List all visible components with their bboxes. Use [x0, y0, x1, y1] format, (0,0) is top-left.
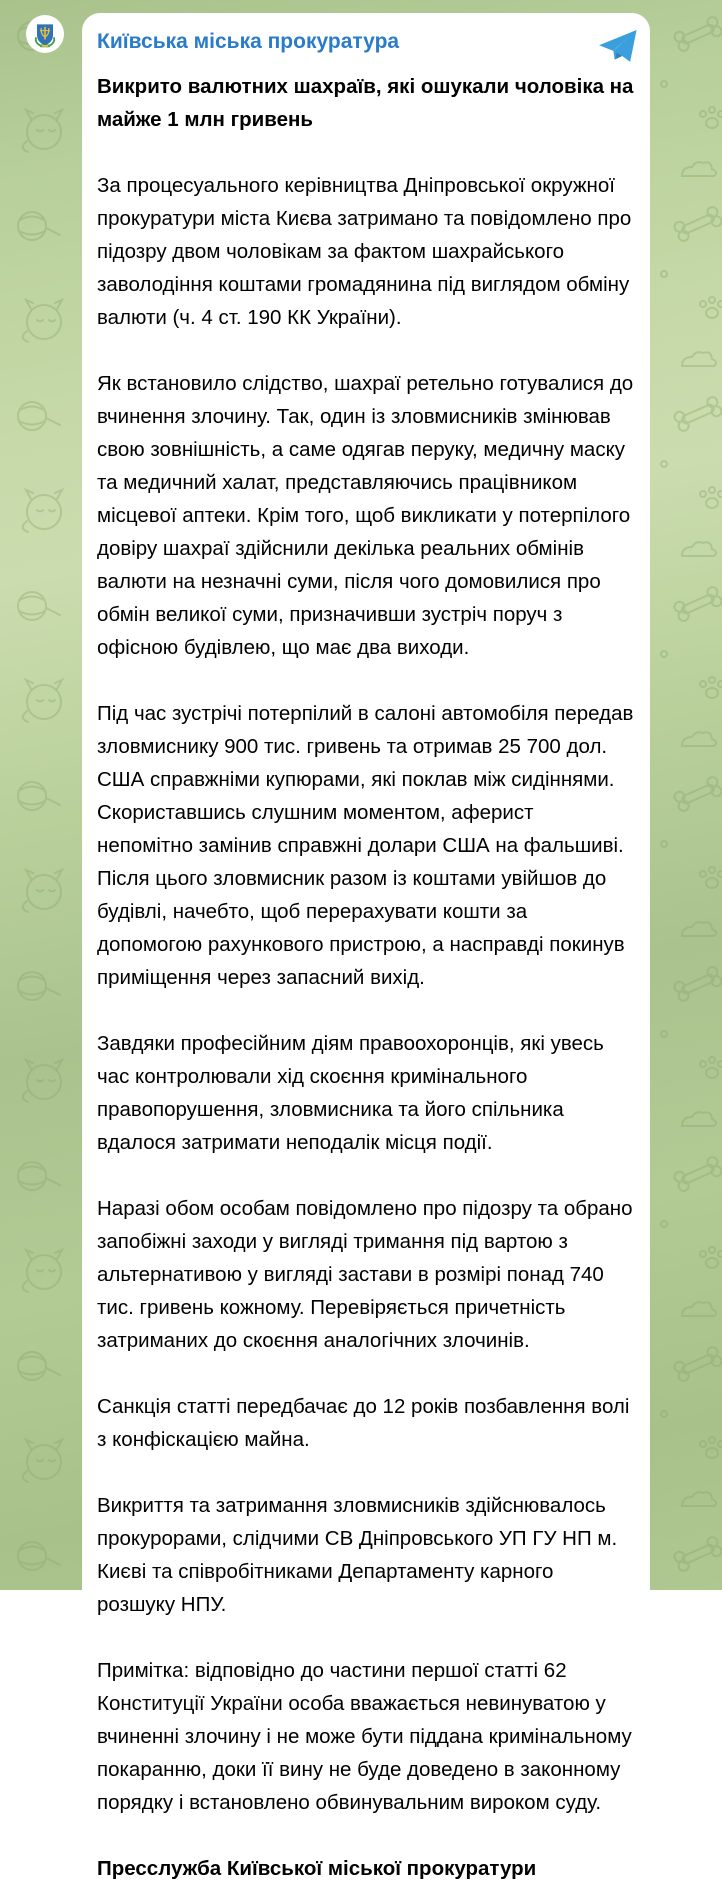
- message-bubble: [82, 13, 650, 1880]
- post-paragraph: Завдяки професійним діям правоохоронців, які увесь час контролювали хід скоєння кримінального правопорушення, зловмисника та його спільника вдалося затримати неподалік місця події.: [97, 1032, 604, 1154]
- post-paragraph: Як встановило слідство, шахраї ретельно готувалися до вчинення злочину. Так, один із зловмисників змінював свою зовнішність, а саме одягав перуку, медичну маску та медичний халат, представляючись працівником місцевої аптеки. Крім того, щоб викликати у потерпілого довіру шахраї здійснили декілька реальних обмінів валюти на незначні суми, після чого домовилися про обмін великої суми, призначивши зустріч поруч з офісною будівлею, що має два виходи.: [97, 372, 634, 659]
- post-paragraph: За процесуального керівництва Дніпровської окружної прокуратури міста Києва затримано та повідомлено про підозру двом чоловікам за фактом шахрайського заволодіння коштами громадянина під виглядом обміну валюти (ч. 4 ст. 190 КК України).: [97, 174, 632, 329]
- post-paragraph: Наразі обом особам повідомлено про підозру та обрано запобіжні заходи у вигляді тримання під вартою з альтернативою у вигляді застави в розмірі понад 740 тис. гривень кожному. Перевіряється причетність затриманих до скоєння аналогічних злочинів.: [97, 1197, 633, 1352]
- channel-avatar[interactable]: [26, 15, 64, 53]
- post-paragraph: Санкція статті передбачає до 12 років позбавлення волі з конфіскацією майна.: [97, 1395, 630, 1451]
- post-paragraph: Примітка: відповідно до частини першої статті 62 Конституції України особа вважається невинуватою у вчиненні злочину і не може бути піддана кримінальному покаранню, доки її вину не буде доведено в законному порядку і встановлено обвинувальним вироком суду.: [97, 1659, 632, 1814]
- post-paragraph: Під час зустрічі потерпілий в салоні автомобіля передав зловмиснику 900 тис. гривень та отримав 25 700 дол. США справжніми купюрами, які поклав між сидіннями. Скориставшись слушним моментом, аферист непомітно замінив справжні долари США на фальшиві. Після цього зловмисник разом із коштами увійшов до будівлі, начебто, щоб перерахувати кошти за допомогою рахункового пристрою, а насправді покинув приміщення через запасний вихід.: [97, 702, 634, 989]
- post-signature: Пресслужба Київської міської прокуратури: [97, 1857, 537, 1880]
- channel-name[interactable]: Київська міська прокуратура: [97, 30, 400, 53]
- telegram-plane-icon[interactable]: [598, 29, 638, 63]
- post-body: [97, 169, 636, 1819]
- post-paragraph: Викриття та затримання зловмисників здійснювалось прокурорами, слідчими СВ Дніпровського УП ГУ НП м. Києві та співробітниками Департаменту карного розшуку НПУ.: [97, 1494, 618, 1616]
- prosecutor-emblem-icon: [29, 18, 61, 50]
- post-title: Викрито валютних шахраїв, які ошукали чоловіка на майже 1 млн гривень: [97, 75, 634, 131]
- message-header: [97, 26, 636, 63]
